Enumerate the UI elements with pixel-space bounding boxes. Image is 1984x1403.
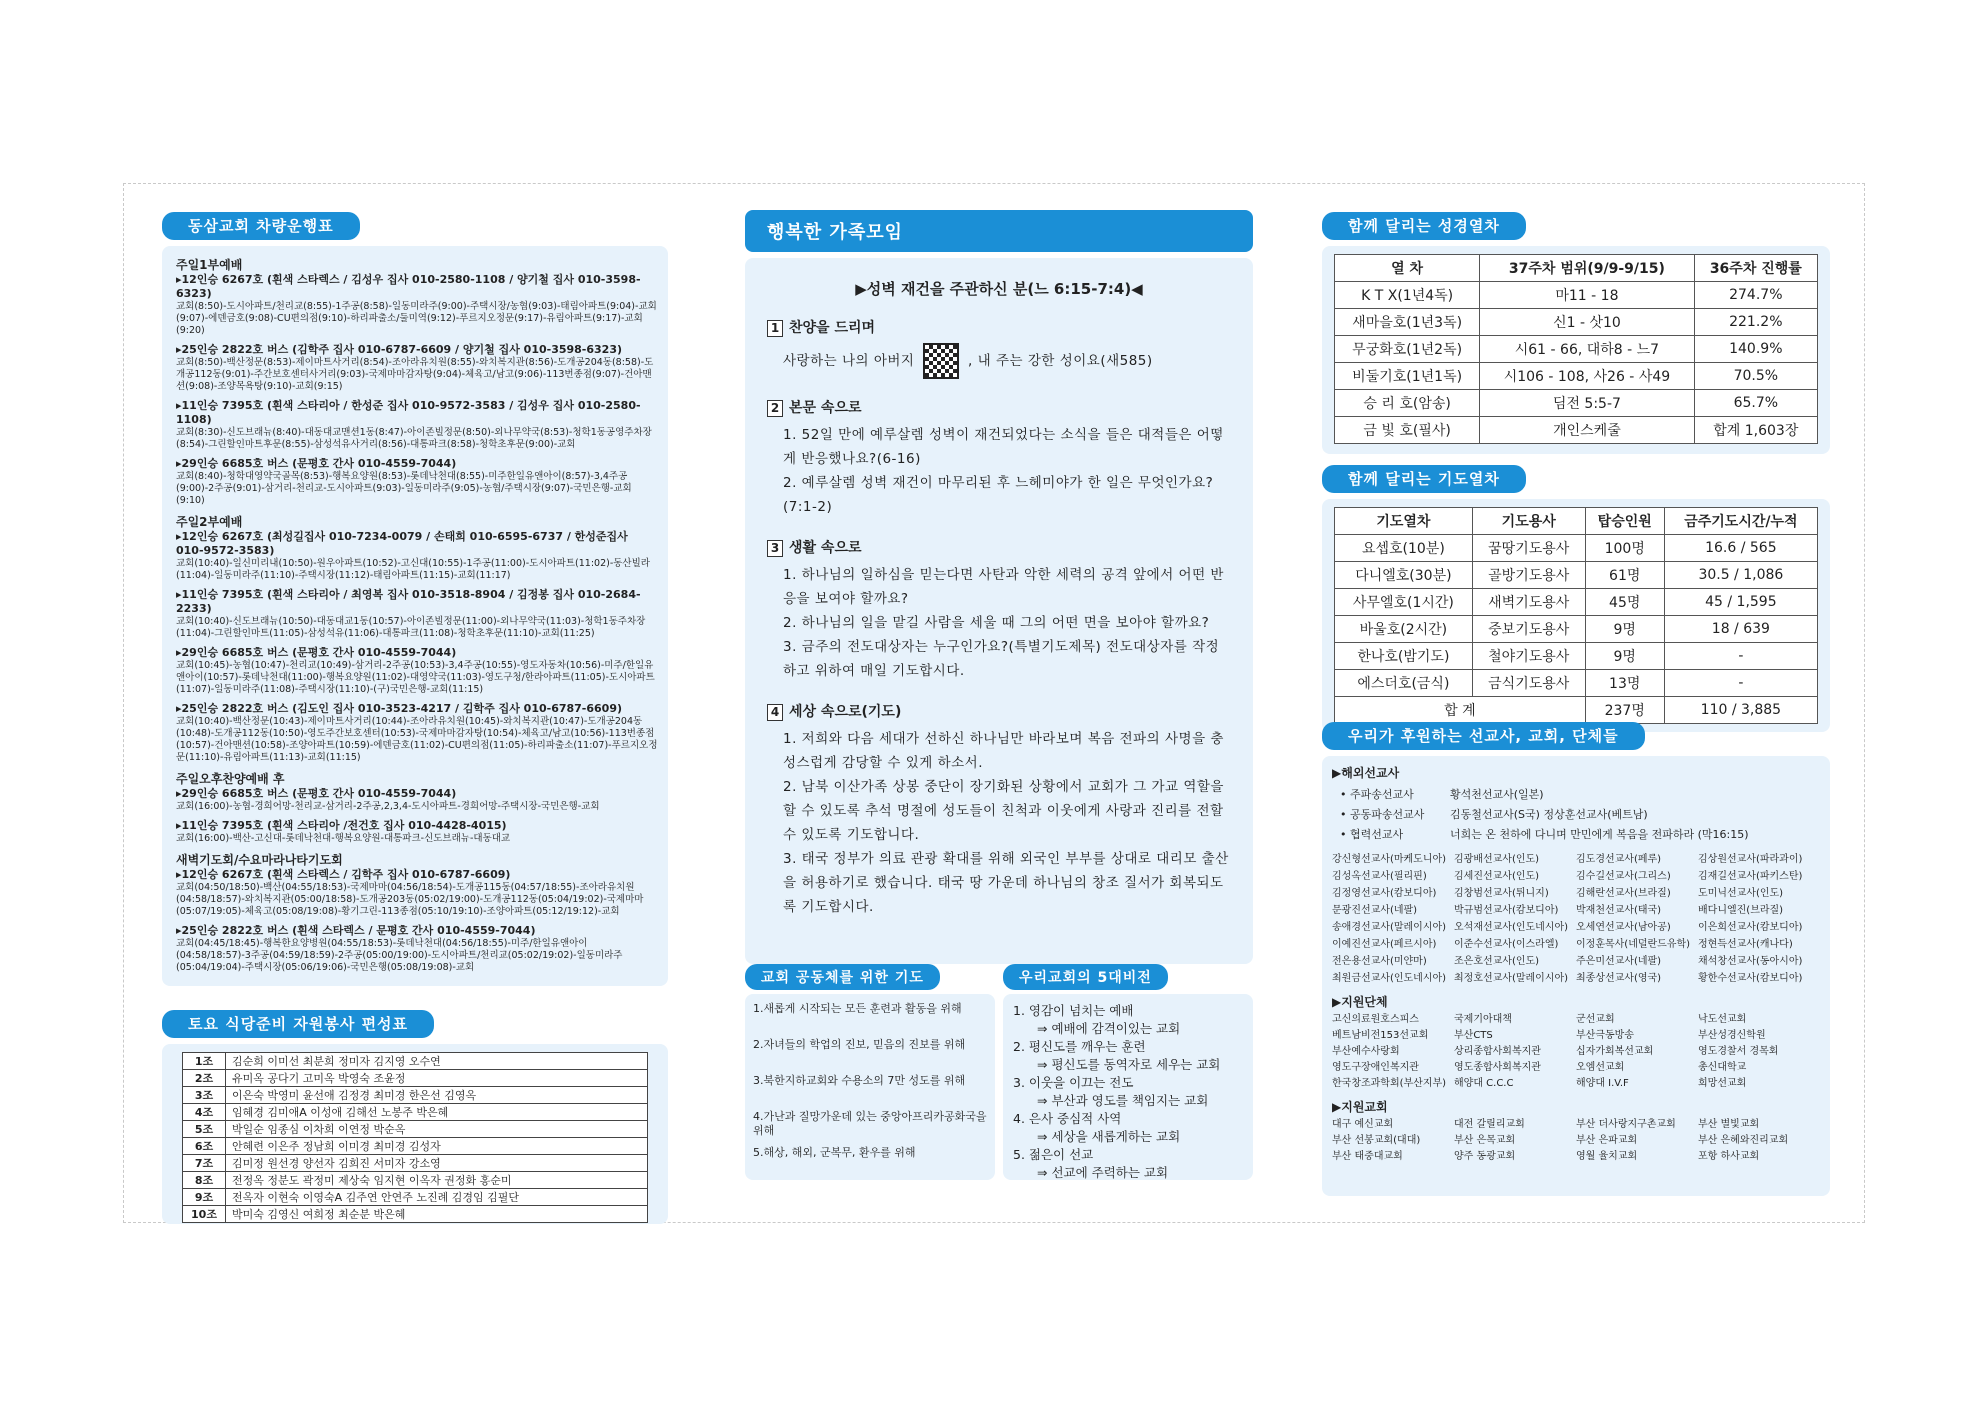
meal-team: 3조 [183,1087,226,1104]
vision-item: 1. 영감이 넘치는 예배 [1013,1003,1134,1018]
bus-route-stops: 교회(8:30)-신도브래뉴(8:40)-대동대교맨션1동(8:47)-아이존빌정문(8:50)-외나무약국(8:53)-청학1동공영주차장(8:54)-그린할인마트후문(8:55)-삼성석유사거리(8:56)-대통파크(8:58)-청학초후문(9:00)-교회 [176,427,652,450]
family-part-title: 생활 속으로 [789,540,862,556]
family-part-title: 세상 속으로(기도) [789,704,902,720]
bus-route-stops: 교회(10:40)-일신미리내(10:50)-원우아파트(10:52)-고신대(10:55)-1주공(11:00)-도시아파트(11:02)-동산빌라(11:04)-일동미라주(11:10)-주택시장(11:12)-태림아파트(11:15)-교회(11:17) [176,558,650,581]
support-group-name: 고신의료원호스피스 [1332,1014,1419,1025]
missionary-name: 박규범선교사(캄보디아) [1454,905,1559,916]
family-item: 2. 하나님의 일을 맡길 사람을 세울 때 그의 어떤 면을 보아야 할까요? [783,615,1210,631]
missionary-name: 김정영선교사(캄보디아) [1332,888,1437,899]
bus-route [176,868,658,918]
meal-names: 유미옥 공다기 고미옥 박영숙 조윤정 [226,1070,648,1087]
family-part-title: 찬양을 드리며 [789,320,876,336]
bus-route-stops: 교회(16:00)-백산-고신대-롯데낙천대-행복요양원-대통파크-신도브래뉴-대동대교 [176,833,511,844]
meal-team: 1조 [183,1053,226,1070]
missionary-grid [1332,851,1820,987]
meal-team: 10조 [183,1206,226,1223]
bible-box [1322,246,1830,454]
prayer-cell: 골방기도용사 [1472,562,1585,589]
missionary-name: 오세연선교사(남아공) [1576,922,1671,933]
overseas-line [1332,825,1820,845]
overseas-label: • 주파송선교사 [1340,788,1414,801]
prayer-section [1322,465,1830,732]
missions-title: 우리가 후원하는 선교사, 교회, 단체들 [1322,722,1645,750]
meal-names: 전정옥 정분도 곽정미 제상숙 임지현 이옥자 권정화 홍순미 [226,1172,648,1189]
family-part-number: 1 [767,320,783,337]
family-section [745,210,1253,964]
missionary-name: 김재길선교사(파키스탄) [1698,871,1803,882]
vision-title: 우리교회의 5대비전 [1003,964,1168,990]
community-item: 2.자녀들의 학업의 진보, 믿음의 진보를 위해 [753,1038,966,1051]
meal-team: 2조 [183,1070,226,1087]
family-sections [767,317,1231,919]
bible-header-cell: 36주차 진행률 [1694,255,1817,282]
bus-route [176,787,658,813]
missions-box [1322,756,1830,1196]
bible-row [1335,309,1818,336]
missionary-name: 김광배선교사(인도) [1454,854,1540,865]
community-title: 교회 공동체를 위한 기도 [745,964,940,990]
family-part [767,317,1231,379]
support-church-name: 부산 은혜와진리교회 [1698,1135,1789,1146]
vision-item: 3. 이웃을 이끄는 전도 [1013,1075,1134,1090]
bible-cell: 221.2% [1694,309,1817,336]
prayer-cell: 중보기도용사 [1472,616,1585,643]
meal-section [162,1010,668,1224]
community-item: 4.가난과 질망가운데 있는 중앙아프리카공화국을 위해 [753,1110,987,1137]
meal-team: 5조 [183,1121,226,1138]
family-item: 사랑하는 나의 아버지 , 내 주는 강한 성이요(새585) [767,343,1231,379]
family-item: 3. 금주의 전도대상자는 누구인가요?(특별기도제목) 전도대상자를 작정하고 위하여 매일 기도합시다. [783,639,1220,679]
missionary-name: 도미닉선교사(인도) [1698,888,1784,899]
bible-header-cell: 열 차 [1335,255,1480,282]
bus-section-heading: 주일1부예배 [176,258,243,272]
bible-cell: 새마을호(1년3독) [1335,309,1480,336]
meal-team: 9조 [183,1189,226,1206]
prayer-header-cell: 기도열차 [1335,508,1473,535]
prayer-cell: 61명 [1585,562,1664,589]
qr-code-icon [923,343,959,379]
bus-route-stops: 교회(8:50)-도시아파트/천리교(8:55)-1주공(8:58)-일동미라주(9:00)-주택시장/농협(9:03)-태림아파트(9:04)-교회(9:07)-에덴금호(9:08)-CU편의점(9:10)-하리파출소/둘미역(9:12)-푸르지오정문(9:17)-유림아파트(9:17)-교회(9:20) [176,301,657,336]
bible-row [1335,282,1818,309]
bus-section-heading: 주일2부예배 [176,515,243,529]
prayer-cell: 꿈땅기도용사 [1472,535,1585,562]
prayer-cell: 한나호(밤기도) [1335,643,1473,670]
missionary-name: 송애경선교사(말레이시아) [1332,922,1447,933]
support-group-name: 영도종합사회복지관 [1454,1062,1541,1073]
support-group-name: 군선교회 [1576,1014,1615,1025]
meal-row [183,1189,648,1206]
family-box [745,258,1253,964]
bus-route-stops: 교회(10:40)-신도브래뉴(10:50)-대동대교1동(10:57)-아이존빌정문(11:00)-외나무약국(11:03)-청학1동주차장(11:04)-그린할인마트(11:05)-삼성석유(11:06)-대통파크(11:08)-청학초후문(11:10)-교회(11:25) [176,616,646,639]
bible-row [1335,390,1818,417]
meal-row [183,1070,648,1087]
missions-section [1322,722,1830,1196]
missionary-name: 김세진선교사(인도) [1454,871,1540,882]
bus-section-heading: 주일오후찬양예배 후 [176,772,285,786]
family-part-heading [767,397,1231,417]
support-church-name: 양주 동광교회 [1454,1151,1516,1162]
missionary-name: 주은미선교사(네팔) [1576,956,1662,967]
prayer-header-cell: 탑승인원 [1585,508,1664,535]
support-group-name: 국제기아대책 [1454,1014,1512,1025]
meal-team: 8조 [183,1172,226,1189]
missionary-name: 배다니엘진(브라질) [1698,905,1784,916]
bus-route-vehicle: ▸29인승 6685호 버스 (문평호 간사 010-4559-7044) [176,646,457,659]
prayer-cell: 다니엘호(30분) [1335,562,1473,589]
meal-names: 박미숙 김영신 여희정 최순분 박은혜 [226,1206,648,1223]
bible-section [1322,212,1830,454]
prayer-cell: 30.5 / 1,086 [1664,562,1817,589]
support-church-name: 영월 율치교회 [1576,1151,1638,1162]
missionary-name: 김상원선교사(파라과이) [1698,854,1803,865]
vision-item: 2. 평신도를 깨우는 훈련 [1013,1039,1146,1054]
bus-route [176,457,658,507]
bus-schedule-box [162,246,668,986]
prayer-header-row [1335,508,1818,535]
prayer-cell: 금식기도용사 [1472,670,1585,697]
overseas-label: • 협력선교사 [1340,828,1404,841]
overseas-line [1332,785,1820,805]
meal-table [182,1052,648,1223]
missionary-name: 이준수선교사(이스라엘) [1454,939,1559,950]
family-item: 1. 하나님의 일하심을 믿는다면 사탄과 악한 세력의 공격 앞에서 어떤 반응을 보여야 할까요? [783,567,1224,607]
bus-route-vehicle: ▸25인승 2822호 버스 (김도인 집사 010-3523-4217 / 김학주 집사 010-6787-6609) [176,702,623,715]
bible-header-cell: 37주차 범위(9/9-9/15) [1480,255,1694,282]
community-item: 3.북한지하교회와 수용소의 7만 성도를 위해 [753,1074,966,1087]
missionary-name: 전은용선교사(미얀마) [1332,956,1427,967]
bible-cell: 승 리 호(암송) [1335,390,1480,417]
support-group-name: 영도구장애인복지관 [1332,1062,1419,1073]
meal-names: 임혜경 김미애A 이성애 김해선 노봉주 박은혜 [226,1104,648,1121]
support-group-name: 부산극동방송 [1576,1030,1634,1041]
prayer-header-cell: 기도용사 [1472,508,1585,535]
missionary-name: 김성옥선교사(필리핀) [1332,871,1427,882]
vision-item: 5. 젊은이 선교 [1013,1147,1094,1162]
bus-route [176,819,658,845]
bus-route [176,273,658,337]
vision-item-result: ⇒ 선교에 주력하는 교회 [1037,1165,1169,1180]
missionary-name: 최원금선교사(인도네시아) [1332,973,1447,984]
support-group-name: 오엠선교회 [1576,1062,1625,1073]
family-item: 3. 태국 정부가 의료 관광 확대를 위해 외국인 부부를 상대로 대리모 출산을 허용하기로 했습니다. 태국 땅 가운데 하나님의 창조 질서가 회복되도록 기도합시다. [783,851,1229,915]
meal-row [183,1206,648,1223]
bus-route-vehicle: ▸12인승 6267호 (흰색 스타렉스 / 김학주 집사 010-6787-6609) [176,868,511,881]
prayer-total-count: 237명 [1585,697,1664,724]
meal-names: 김순희 이미선 최분희 정미자 김지영 오수연 [226,1053,648,1070]
prayer-row [1335,643,1818,670]
support-group-name: 해양대 C.C.C [1454,1078,1514,1089]
family-item: 2. 남북 이산가족 상봉 중단이 장기화된 상황에서 교회가 그 가교 역할을 할 수 있도록 추석 명절에 성도들이 친척과 이웃에게 사랑과 진리를 전할 수 있도록 기도합니다. [783,779,1224,843]
prayer-row [1335,670,1818,697]
bible-cell: 시106 - 108, 사26 - 사49 [1480,363,1694,390]
bible-cell: 개인스케줄 [1480,417,1694,444]
bible-cell: 140.9% [1694,336,1817,363]
prayer-cell: - [1664,643,1817,670]
bus-route-stops: 교회(8:50)-백산정문(8:53)-제이마트사거리(8:54)-조아라유치원(8:55)-와치복지관(8:56)-도개공204동(8:58)-도개공112동(9:01)-주간보호센터사거리(9:03)-국제마마감자탕(9:04)-체육고/남고(9:06)-113번종점(9:07)-건아맨션(9:08)-조양목욕탕(9:10)-교회(9:15) [176,357,654,392]
community-item: 5.해상, 해외, 군복무, 환우를 위해 [753,1146,916,1159]
prayer-cell: 45 / 1,595 [1664,589,1817,616]
meal-row [183,1087,648,1104]
missionary-name: 조은호선교사(인도) [1454,956,1540,967]
groups-heading: ▶지원단체 [1332,995,1388,1009]
bus-route [176,343,658,393]
support-group-name: 희망선교회 [1698,1078,1747,1089]
support-church-name: 부산 선봉교회(대대) [1332,1135,1421,1146]
support-church-name: 부산 은목교회 [1454,1135,1516,1146]
support-group-name: 총신대학교 [1698,1062,1747,1073]
churches-grid [1332,1117,1820,1165]
missionary-name: 최정호선교사(말레이시아) [1454,973,1569,984]
bible-cell: 딤전 5:5-7 [1480,390,1694,417]
community-section [745,964,995,1180]
bus-route-vehicle: ▸11인승 7395호 (흰색 스타리아 / 한성준 집사 010-9572-3583 / 김성우 집사 010-2580-1108) [176,399,641,426]
bible-cell: 70.5% [1694,363,1817,390]
bus-route [176,399,658,451]
bible-cell: 시61 - 66, 대하8 - 느7 [1480,336,1694,363]
prayer-cell: 철야기도용사 [1472,643,1585,670]
bus-section-heading: 새벽기도회/수요마라나타기도회 [176,853,343,867]
churches-heading: ▶지원교회 [1332,1100,1388,1114]
family-item: 2. 예루살렘 성벽 재건이 마무리된 후 느헤미야가 한 일은 무엇인가요?(7:1-2) [783,475,1214,515]
bus-route-vehicle: ▸29인승 6685호 버스 (문평호 간사 010-4559-7044) [176,787,457,800]
overseas-names: 너희는 온 천하에 다니며 만민에게 복음을 전파하라 (막16:15) [1450,828,1749,841]
meal-row [183,1121,648,1138]
bus-route-vehicle: ▸29인승 6685호 버스 (문평호 간사 010-4559-7044) [176,457,457,470]
prayer-row [1335,589,1818,616]
bible-row [1335,417,1818,444]
meal-row [183,1155,648,1172]
bus-route-vehicle: ▸12인승 6267호 (최성길집사 010-7234-0079 / 손태희 010-6595-6737 / 한성준집사 010-9572-3583) [176,530,628,557]
family-part [767,537,1231,683]
bible-cell: 마11 - 18 [1480,282,1694,309]
prayer-cell: 45명 [1585,589,1664,616]
prayer-header-cell: 금주기도시간/누적 [1664,508,1817,535]
vision-item-result: ⇒ 평신도를 동역자로 세우는 교회 [1037,1057,1221,1072]
vision-box [1003,994,1253,1180]
bible-cell: 무궁화호(1년2독) [1335,336,1480,363]
bus-route-stops: 교회(10:40)-백산정문(10:43)-제이마트사거리(10:44)-조아라유치원(10:45)-와치복지관(10:47)-도개공204동(10:48)-도개공112동(10:50)-영도주간보호센터(10:53)-국제마마감자탕(10:54)-체육고/남고(10:56)-113번종점(10:57)-건아맨션(10:58)-조양아파트(10:59)-에덴금호(11:02)-CU편의점(11:05)-하리파출소(11:07)-푸르지오정문(11:10)-유림아파트(11:13)-교회(11:15) [176,716,658,763]
meal-box [162,1044,668,1224]
support-church-name: 포항 하사교회 [1698,1151,1760,1162]
prayer-cell: 요셉호(10분) [1335,535,1473,562]
bus-route [176,924,658,974]
missionary-name: 박재천선교사(태국) [1576,905,1662,916]
missionary-name: 최종상선교사(영국) [1576,973,1662,984]
support-church-name: 부산 더사랑지구촌교회 [1576,1119,1676,1130]
support-group-name: 상리종합사회복지관 [1454,1046,1541,1057]
family-part-title: 본문 속으로 [789,400,862,416]
bible-cell: 비둘기호(1년1독) [1335,363,1480,390]
missionary-name: 이은희선교사(캄보디아) [1698,922,1803,933]
bus-route-stops: 교회(04:50/18:50)-백산(04:55/18:53)-국제마마(04:56/18:54)-도개공115동(04:57/18:55)-조아라유치원(04:58/18:57)-와치복지관(05:00/18:58)-도개공203동(05:02/19:00)-도개공112동(05:04/19:02)-국제마마(05:07/19:05)-체육고(05:08/19:08)-황기그린-113종점(05:10/19:10)-조양아파트(05:12/19:12)-교회 [176,882,644,917]
overseas-line [1332,805,1820,825]
meal-names: 김미정 원선경 양선자 김희진 서미자 강소영 [226,1155,648,1172]
meal-row [183,1053,648,1070]
prayer-total-row [1335,697,1818,724]
prayer-cell: 사무엘호(1시간) [1335,589,1473,616]
prayer-cell: 새벽기도용사 [1472,589,1585,616]
bus-route-vehicle: ▸12인승 6267호 (흰색 스타렉스 / 김성우 집사 010-2580-1108 / 양기철 집사 010-3598-6323) [176,273,641,300]
bus-route [176,530,658,582]
family-part-number: 2 [767,400,783,417]
meal-row [183,1172,648,1189]
overseas-heading: ▶해외선교사 [1332,766,1400,780]
missionary-name: 정현득선교사(캐나다) [1698,939,1793,950]
missionary-name: 김수길선교사(그리스) [1576,871,1671,882]
support-group-name: 십자가회복선교회 [1576,1046,1654,1057]
vision-item: 4. 은사 중심적 사역 [1013,1111,1122,1126]
bus-route-vehicle: ▸11인승 7395호 (흰색 스타리아 /전건호 집사 010-4428-4015) [176,819,507,832]
family-part-number: 4 [767,704,783,721]
family-title: 행복한 가족모임 [745,210,1253,252]
bible-cell: 274.7% [1694,282,1817,309]
support-church-name: 대구 예신교회 [1332,1119,1394,1130]
support-church-name: 부산 별빛교회 [1698,1119,1760,1130]
bus-route [176,588,658,640]
meal-names: 박일순 임종심 이차희 이연정 박순옥 [226,1121,648,1138]
bus-route-vehicle: ▸25인승 2822호 버스 (김학주 집사 010-6787-6609 / 양기철 집사 010-3598-6323) [176,343,623,356]
prayer-cell: 에스더호(금식) [1335,670,1473,697]
family-part-heading [767,701,1231,721]
missionary-name: 김창범선교사(튀니지) [1454,888,1549,899]
bus-route-stops: 교회(10:45)-농협(10:47)-천리교(10:49)-삼거리-2주공(10:53)-3,4주공(10:55)-영도자동차(10:56)-미주/한일유앤아이(10:57)-롯데낙천대(11:00)-행복요양원(11:02)-대영약국(11:03)-영도구청/한라아파트(11:05)-도시아파트(11:07)-일동미라주(11:08)-주택시장(11:10)-(구)국민은행-교회(11:15) [176,660,655,695]
community-item: 1.새롭게 시작되는 모든 훈련과 활동을 위해 [753,1002,962,1015]
prayer-total-time: 110 / 3,885 [1664,697,1817,724]
family-item: 1. 저희와 다음 세대가 선하신 하나님만 바라보며 복음 전파의 사명을 충성스럽게 감당할 수 있게 하소서. [783,731,1224,771]
support-group-name: 한국창조과학회(부산지부) [1332,1078,1447,1089]
bible-title: 함께 달리는 성경열차 [1322,212,1526,240]
meal-team: 4조 [183,1104,226,1121]
meal-names: 이은숙 박영미 윤선애 김정경 최미경 한은선 김영옥 [226,1087,648,1104]
bus-route-stops: 교회(04:45/18:45)-행복한요양병원(04:55/18:53)-롯데낙천대(04:56/18:55)-미주/한일유앤아이(04:58/18:57)-3주공(04:59/18:59)-2주공(05:00/19:00)-도시아파트/천리교(05:02/19:02)-일동미라주(05:04/19:04)-주택시장(05:06/19:06)-국민은행(05:08/19:08)-교회 [176,938,623,973]
prayer-cell: 9명 [1585,616,1664,643]
bible-cell: 65.7% [1694,390,1817,417]
bible-cell: 금 빛 호(필사) [1335,417,1480,444]
bus-schedule-title: 동삼교회 차량운행표 [162,212,360,240]
meal-title: 토요 식당준비 자원봉사 편성표 [162,1010,434,1038]
vision-section [1003,964,1253,1180]
overseas-label: • 공동파송선교사 [1340,808,1425,821]
overseas-lines [1332,785,1820,845]
missionary-name: 김도경선교사(페루) [1576,854,1662,865]
bus-route-vehicle: ▸11인승 7395호 (흰색 스타리아 / 최영복 집사 010-3518-8904 / 김정봉 집사 010-2684-2233) [176,588,641,615]
groups-grid [1332,1012,1820,1092]
bus-route [176,646,658,696]
missionary-name: 문광진선교사(네팔) [1332,905,1418,916]
prayer-row [1335,535,1818,562]
bible-cell: 합계 1,603장 [1694,417,1817,444]
bus-route-stops: 교회(16:00)-농협-경희어망-천리교-삼거리-2주공,2,3,4-도시아파트-경희어망-주택시장-국민은행-교회 [176,801,600,812]
support-group-name: 부산예수사랑회 [1332,1046,1400,1057]
support-group-name: 낙도선교회 [1698,1014,1747,1025]
missionary-name: 김해란선교사(브라질) [1576,888,1671,899]
bus-route-vehicle: ▸25인승 2822호 버스 (흰색 스타렉스 / 문평호 간사 010-4559-7044) [176,924,536,937]
bus-route [176,702,658,764]
vision-item-result: ⇒ 세상을 새롭게하는 교회 [1037,1129,1181,1144]
prayer-total-label: 합 계 [1335,697,1586,724]
meal-row [183,1104,648,1121]
prayer-title: 함께 달리는 기도열차 [1322,465,1526,493]
vision-item-result: ⇒ 부산과 영도를 책임지는 교회 [1037,1093,1209,1108]
overseas-names: 황석천선교사(일본) [1450,788,1544,801]
family-part-number: 3 [767,540,783,557]
support-church-name: 부산 태중대교회 [1332,1151,1403,1162]
meal-team: 7조 [183,1155,226,1172]
prayer-cell: 바울호(2시간) [1335,616,1473,643]
bible-table [1334,254,1818,444]
family-part [767,397,1231,519]
overseas-names: 김동철선교사(S국) 정상훈선교사(베트남) [1450,808,1648,821]
missionary-name: 오석재선교사(인도네시아) [1454,922,1569,933]
support-group-name: 부산성경신학원 [1698,1030,1766,1041]
prayer-cell: 9명 [1585,643,1664,670]
family-part-heading [767,537,1231,557]
support-group-name: 해양대 I.V.F [1576,1078,1629,1089]
prayer-row [1335,562,1818,589]
prayer-cell: 100명 [1585,535,1664,562]
prayer-cell: - [1664,670,1817,697]
family-part [767,701,1231,919]
community-box [745,994,995,1180]
prayer-cell: 18 / 639 [1664,616,1817,643]
bus-schedule-section [162,212,668,986]
meal-row [183,1138,648,1155]
vision-item-result: ⇒ 예배에 감격이있는 교회 [1037,1021,1181,1036]
support-group-name: 베트남비전153선교회 [1332,1030,1429,1041]
family-part-heading [767,317,1231,337]
bus-route-stops: 교회(8:40)-청학대영약국골목(8:53)-행복요양원(8:53)-롯데낙천대(8:55)-미주한일유앤아이(8:57)-3,4주공(9:00)-2주공(9:01)-삼거리-천리교-도시아파트(9:03)-일동미라주(9:05)-농협/주택시장(9:07)-국민은행-교회(9:10) [176,471,632,506]
bible-row [1335,363,1818,390]
meal-names: 전옥자 이현숙 이영숙A 김주연 안연주 노진례 김경임 김필단 [226,1189,648,1206]
meal-names: 안혜련 이은주 정남희 이미경 최미경 김성자 [226,1138,648,1155]
missionary-name: 황한수선교사(캄보디아) [1698,973,1803,984]
missionary-name: 이정훈목사(네덜란드유학) [1576,939,1691,950]
support-church-name: 대전 갈릴리교회 [1454,1119,1525,1130]
bible-cell: K T X(1년4독) [1335,282,1480,309]
family-subtitle: ▶성벽 재건을 주관하신 분(느 6:15-7:4)◀ [855,280,1143,298]
bible-header-row [1335,255,1818,282]
missionary-name: 이예진선교사(페르시아) [1332,939,1437,950]
support-group-name: 부산CTS [1454,1030,1493,1041]
support-group-name: 영도경찰서 경목회 [1698,1046,1779,1057]
prayer-cell: 13명 [1585,670,1664,697]
missionary-name: 강신형선교사(마케도니아) [1332,854,1447,865]
meal-team: 6조 [183,1138,226,1155]
prayer-cell: 16.6 / 565 [1664,535,1817,562]
family-item: 1. 52일 만에 예루살렘 성벽이 재건되었다는 소식을 들은 대적들은 어떻게 반응했나요?(6-16) [783,427,1224,467]
bible-row [1335,336,1818,363]
bible-cell: 신1 - 삿10 [1480,309,1694,336]
prayer-row [1335,616,1818,643]
prayer-box [1322,499,1830,732]
missionary-name: 채석창선교사(동아시아) [1698,956,1803,967]
prayer-table [1334,507,1818,724]
support-church-name: 부산 은파교회 [1576,1135,1638,1146]
